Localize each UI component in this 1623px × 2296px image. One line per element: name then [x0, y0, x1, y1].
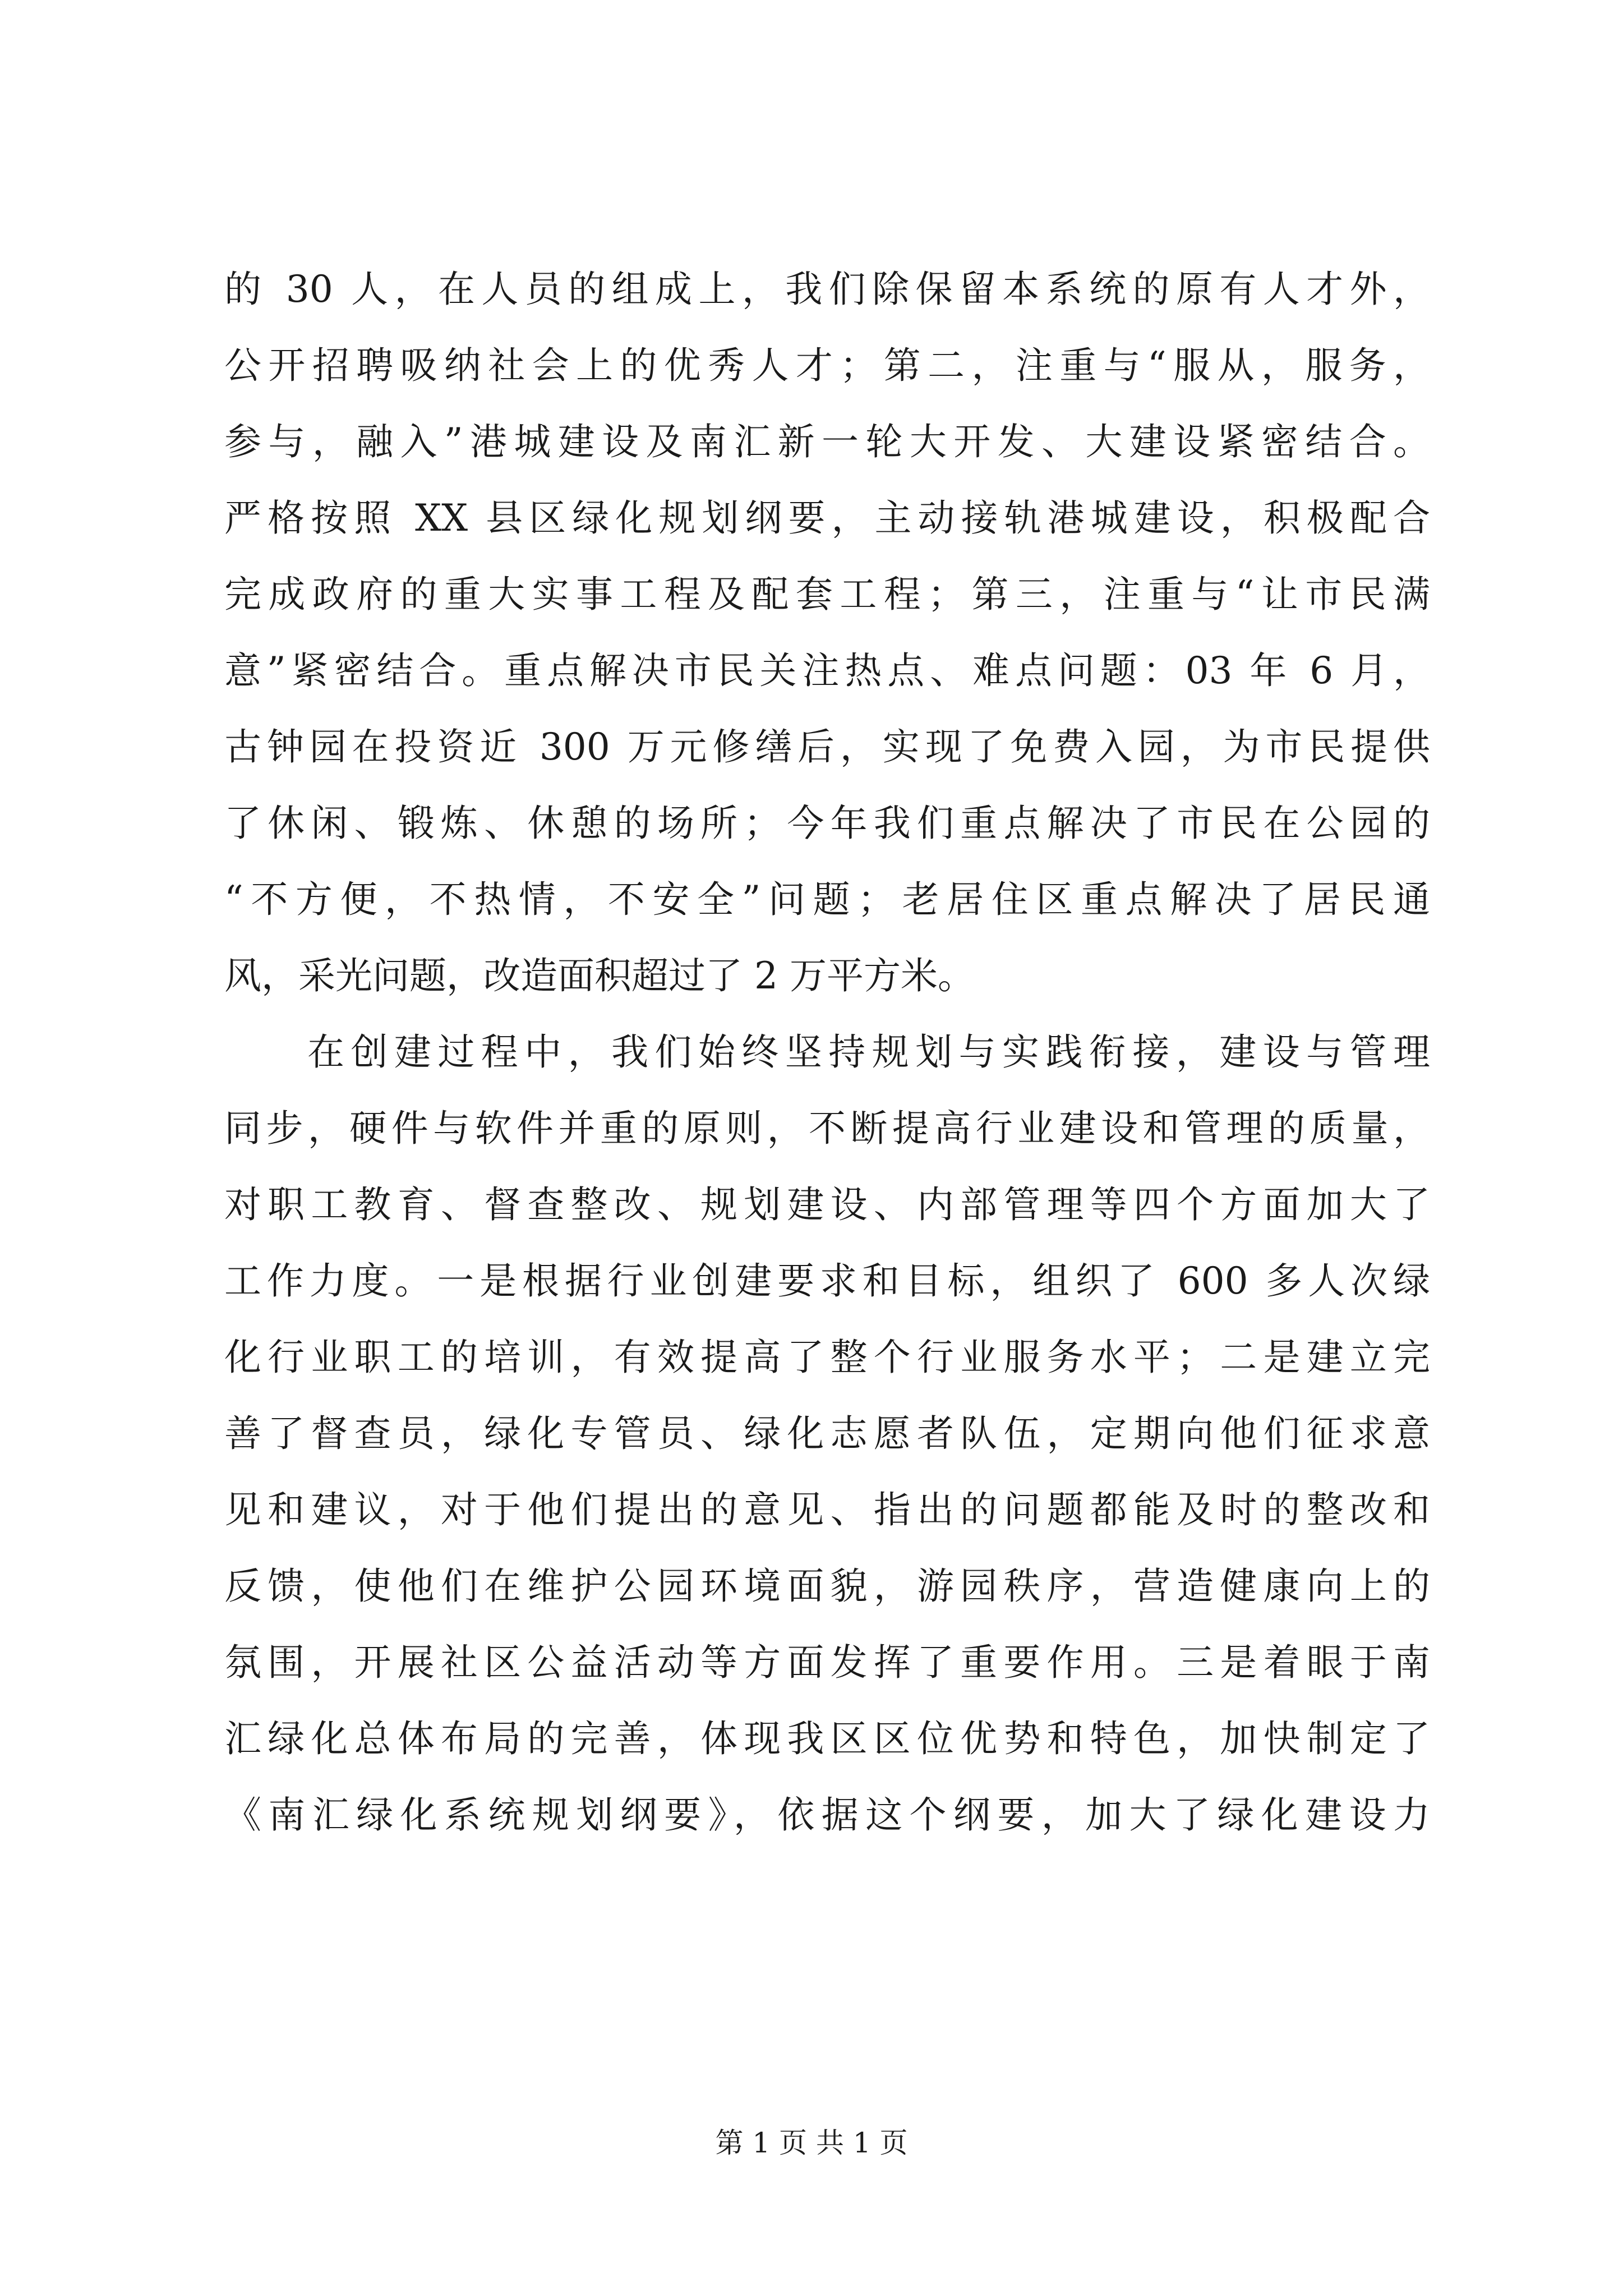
paragraph-1-line-3: 参与，融入”港城建设及南汇新一轮大开发、大建设紧密结合。	[224, 420, 1430, 463]
paragraph-1-line-2: 公开招聘吸纳社会上的优秀人才；第二，注重与“服从，服务，	[224, 344, 1430, 387]
paragraph-2-line-11: 《南汇绿化系统规划纲要》，依据这个纲要，加大了绿化建设力	[224, 1793, 1430, 1837]
paragraph-2-line-7: 见和建议，对于他们提出的意见、指出的问题都能及时的整改和	[224, 1488, 1430, 1531]
paragraph-1-line-9: “不方便，不热情，不安全”问题；老居住区重点解决了居民通	[224, 878, 1430, 921]
paragraph-1-line-7: 古钟园在投资近 300 万元修缮后，实现了免费入园，为市民提供	[224, 725, 1430, 769]
paragraph-1-line-6: 意”紧密结合。重点解决市民关注热点、难点问题：03 年 6 月，	[224, 649, 1430, 692]
paragraph-2-line-10: 汇绿化总体布局的完善，体现我区区位优势和特色，加快制定了	[224, 1717, 1430, 1760]
paragraph-1-line-5: 完成政府的重大实事工程及配套工程；第三，注重与“让市民满	[224, 573, 1430, 616]
paragraph-2-line-3: 对职工教育、督查整改、规划建设、内部管理等四个方面加大了	[224, 1183, 1430, 1226]
paragraph-1-line-10: 风，采光问题，改造面积超过了 2 万平方米。	[224, 954, 975, 997]
page-footer	[0, 2123, 1623, 2162]
paragraph-1-line-4: 严格按照 XX 县区绿化规划纲要，主动接轨港城建设，积极配合	[224, 496, 1430, 540]
page-number-label: 第 1 页 共 1 页	[715, 2127, 908, 2159]
paragraph-2-line-9: 氛围，开展社区公益活动等方面发挥了重要作用。三是着眼于南	[224, 1641, 1430, 1684]
paragraph-2-line-1: 在创建过程中，我们始终坚持规划与实践衔接，建设与管理	[307, 1030, 1430, 1074]
paragraph-2-line-5: 化行业职工的培训，有效提高了整个行业服务水平；二是建立完	[224, 1336, 1430, 1379]
paragraph-1-line-8: 了休闲、锻炼、休憩的场所；今年我们重点解决了市民在公园的	[224, 802, 1430, 845]
paragraph-2-line-6: 善了督查员，绿化专管员、绿化志愿者队伍，定期向他们征求意	[224, 1412, 1430, 1455]
paragraph-1-line-1: 的 30 人，在人员的组成上，我们除保留本系统的原有人才外，	[224, 268, 1430, 311]
paragraph-2-line-4: 工作力度。一是根据行业创建要求和目标，组织了 600 多人次绿	[224, 1259, 1430, 1303]
paragraph-2-line-8: 反馈，使他们在维护公园环境面貌，游园秩序，营造健康向上的	[224, 1565, 1430, 1608]
paragraph-2-line-2: 同步，硬件与软件并重的原则，不断提高行业建设和管理的质量，	[224, 1107, 1430, 1150]
